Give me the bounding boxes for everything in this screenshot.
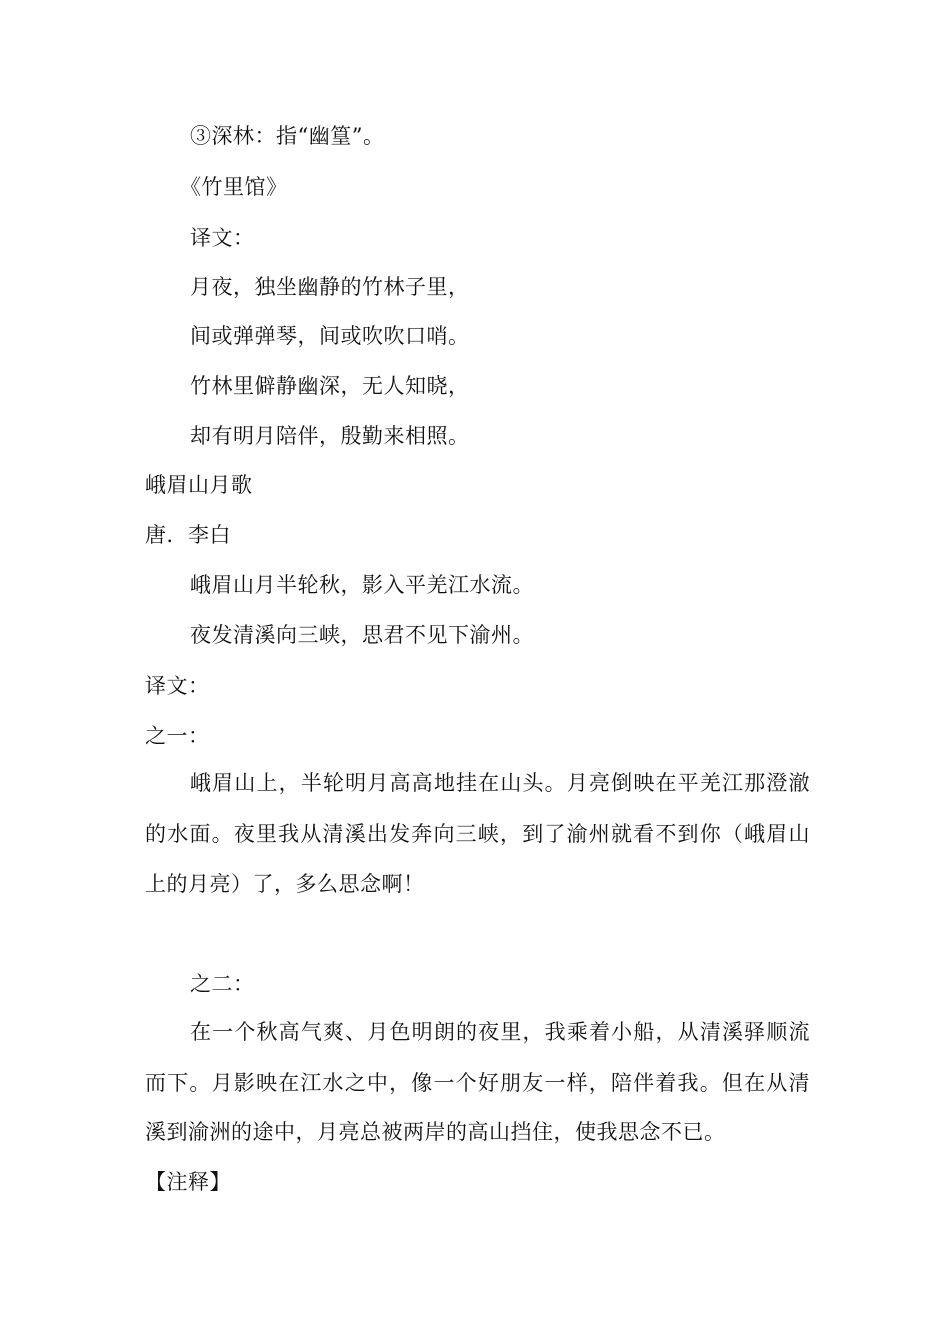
poem-title: 《竹里馆》 [180, 175, 288, 199]
paragraph-line: 上的月亮）了，多么思念啊！ [145, 872, 425, 896]
poem-title: 峨眉山月歌 [145, 473, 253, 497]
translation-heading: 译文： [190, 226, 255, 250]
notes-heading: 【注释】 [145, 1170, 231, 1194]
paragraph-line: 而下。月影映在江水之中，像一个好朋友一样，陪伴着我。但在从清 [145, 1071, 810, 1095]
section-label: 之二： [190, 972, 255, 996]
paragraph-line: 峨眉山上，半轮明月高高地挂在山头。月亮倒映在平羌江那澄澈 [190, 771, 810, 795]
paragraph-line: 溪到渝洲的途中，月亮总被两岸的高山挡住，使我思念不已。 [145, 1120, 726, 1144]
paragraph-line: 的水面。夜里我从清溪出发奔向三峡，到了渝州就看不到你（峨眉山 [145, 822, 810, 846]
translation-line: 竹林里僻静幽深，无人知晓， [190, 374, 470, 398]
poem-author: 唐．李白 [145, 523, 231, 547]
paragraph-line: 在一个秋高气爽、月色明朗的夜里，我乘着小船，从清溪驿顺流 [190, 1020, 810, 1044]
translation-heading: 译文： [145, 674, 210, 698]
translation-line: 间或弹弹琴，间或吹吹口哨。 [190, 324, 470, 348]
section-label: 之一： [145, 724, 210, 748]
poem-line: 峨眉山月半轮秋，影入平羌江水流。 [190, 573, 534, 597]
note-line: ③深林：指“幽篁”。 [190, 124, 385, 148]
translation-line: 月夜，独坐幽静的竹林子里， [190, 275, 470, 299]
translation-line: 却有明月陪伴，殷勤来相照。 [190, 424, 470, 448]
poem-line: 夜发清溪向三峡，思君不见下渝州。 [190, 623, 534, 647]
